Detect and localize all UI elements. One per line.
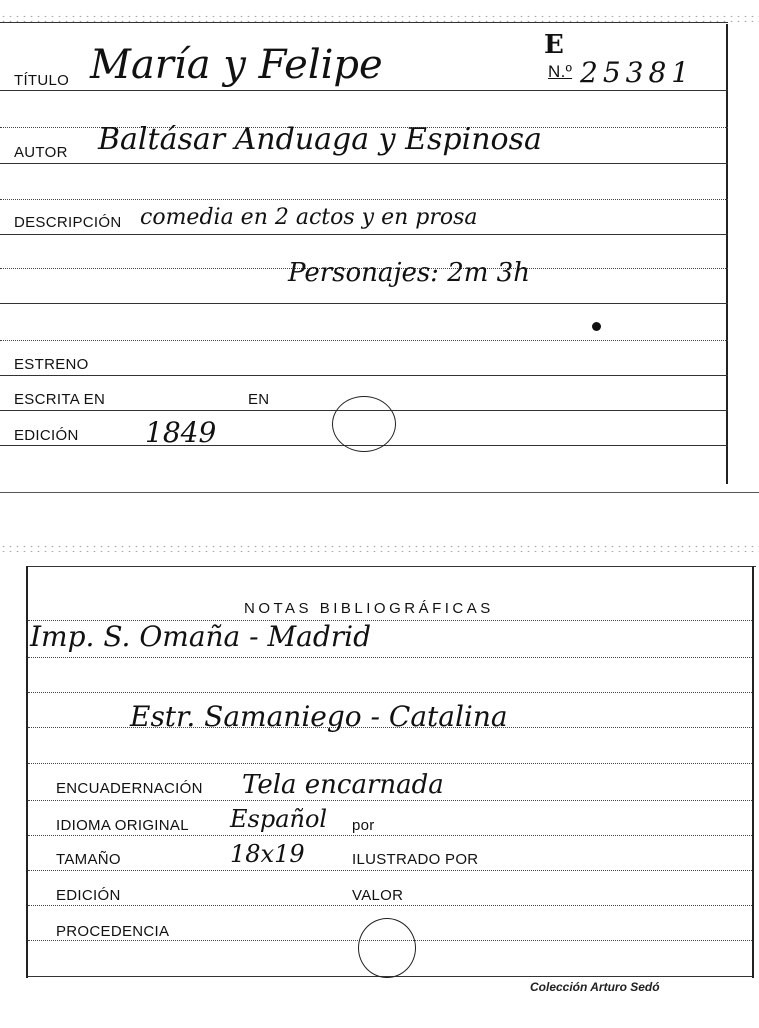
autor-label: AUTOR xyxy=(14,144,68,161)
collection-footer: Colección Arturo Sedó xyxy=(530,980,660,994)
personajes-value: Personajes: 2m 3h xyxy=(288,258,530,288)
notas-title: NOTAS BIBLIOGRÁFICAS xyxy=(244,600,494,617)
card-top-border xyxy=(26,566,756,567)
ruled-line xyxy=(0,234,728,235)
number-value: 25381 xyxy=(580,56,695,89)
note-line-2: Estr. Samaniego - Catalina xyxy=(130,700,508,733)
ruled-line xyxy=(28,763,752,764)
ruled-line xyxy=(28,692,752,693)
ruled-line xyxy=(0,163,728,164)
ilustrado-label: ILUSTRADO POR xyxy=(352,851,479,868)
ruled-line xyxy=(28,835,752,836)
encuadernacion-value: Tela encarnada xyxy=(242,770,444,800)
tamano-value: 18x19 xyxy=(230,840,305,868)
edicion-label-bottom: EDICIÓN xyxy=(56,887,121,904)
autor-value: Baltásar Anduaga y Espinosa xyxy=(98,122,542,157)
ruled-line xyxy=(28,800,752,801)
ruled-line xyxy=(0,340,728,341)
card-edge-speckle xyxy=(0,544,759,552)
en-label: EN xyxy=(248,391,270,408)
stamp-circle xyxy=(332,396,396,452)
descripcion-label: DESCRIPCIÓN xyxy=(14,214,122,231)
ink-dot xyxy=(592,322,601,331)
card-bottom-border xyxy=(0,492,759,493)
ruled-line xyxy=(28,905,752,906)
por-label: por xyxy=(352,817,375,834)
catalog-card-top xyxy=(0,0,759,495)
idioma-value: Español xyxy=(230,805,328,833)
stamp-circle xyxy=(358,918,416,978)
titulo-value: María y Felipe xyxy=(90,42,383,88)
ruled-line xyxy=(28,870,752,871)
valor-label: VALOR xyxy=(352,887,404,904)
card-edge-speckle xyxy=(0,14,759,22)
ruled-line xyxy=(0,199,728,200)
tamano-label: TAMAÑO xyxy=(56,851,121,868)
card-right-border xyxy=(752,566,754,978)
titulo-label: TÍTULO xyxy=(14,72,70,89)
edicion-label: EDICIÓN xyxy=(14,427,79,444)
descripcion-value: comedia en 2 actos y en prosa xyxy=(140,205,478,230)
escrita-en-label: ESCRITA EN xyxy=(14,391,106,408)
procedencia-label: PROCEDENCIA xyxy=(56,923,170,940)
encuadernacion-label: ENCUADERNACIÓN xyxy=(56,780,203,797)
card-top-border xyxy=(0,22,728,23)
ruled-line xyxy=(0,303,728,304)
card-right-border xyxy=(726,24,728,484)
note-line-1: Imp. S. Omaña - Madrid xyxy=(30,620,372,653)
estreno-label: ESTRENO xyxy=(14,356,89,373)
card-left-border xyxy=(26,566,28,978)
ruled-line xyxy=(28,657,752,658)
corner-mark: E xyxy=(544,30,564,60)
ruled-line xyxy=(0,90,728,91)
catalog-card-bottom xyxy=(0,520,759,1028)
edicion-value: 1849 xyxy=(145,416,217,449)
idioma-label: IDIOMA ORIGINAL xyxy=(56,817,189,834)
number-label: N.º xyxy=(548,62,573,81)
ruled-line xyxy=(0,375,728,376)
